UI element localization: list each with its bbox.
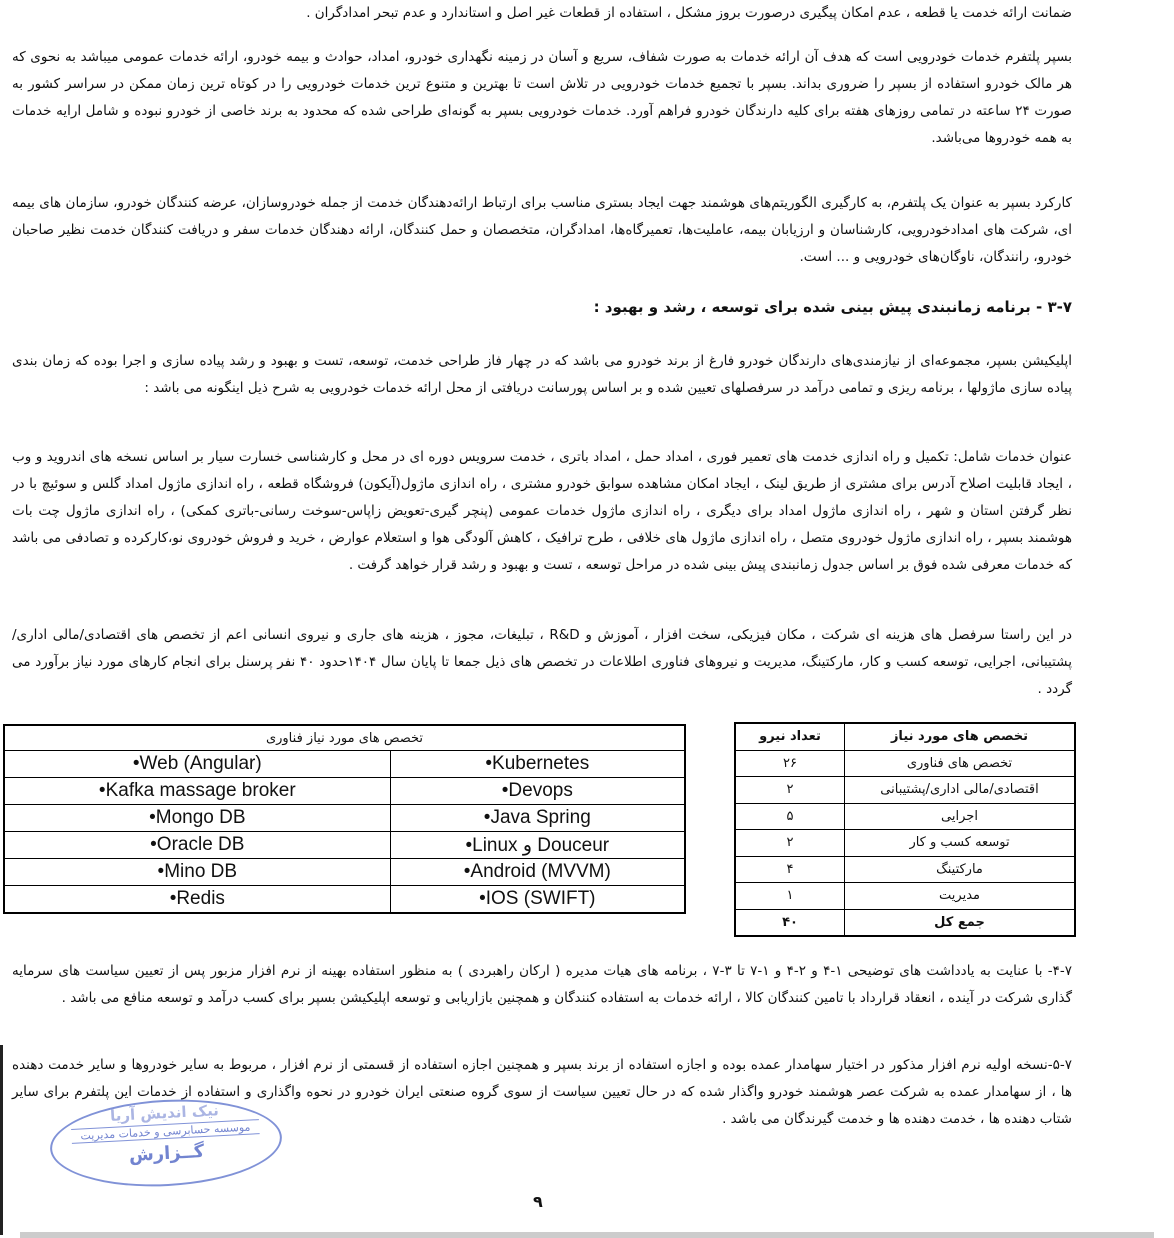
staff-count-table bbox=[734, 722, 1076, 937]
stamp-middle-text: موسسه حسابرسی و خدمات مدیریت bbox=[71, 1119, 260, 1144]
table-row bbox=[4, 886, 685, 914]
table-cell: ۵ bbox=[735, 803, 845, 830]
tech-table-title: تخصص های مورد نیاز فناوری bbox=[4, 725, 685, 751]
table-cell: •Android (MVVM) bbox=[390, 859, 685, 886]
table-row bbox=[4, 778, 685, 805]
table-row bbox=[735, 883, 1075, 910]
table-row bbox=[4, 832, 685, 859]
margin-bar bbox=[0, 1045, 3, 1235]
paragraph-board-programs: ۴-۷- با عنایت به یادداشت های توضیحی ۱-۴ و ۲-۴ و ۱-۷ تا ۳-۷ ، برنامه های هیات مدیره ( ارکان راهبردی ) به منظور استفاده بهینه از نرم افزار مزبور پس از تعیین سیاست های سرمایه گذاری شرکت در آینده ، انعقاد قرارداد با تامین کنندگان کالا ، ارائه خدمات به استفاده کنندگان و همچنین بازاریابی و توسعه اپلیکیشن بسپر برای کسب درآمد و توسعه منافع می باشد . bbox=[12, 963, 1073, 1006]
table-cell: •Oracle DB bbox=[4, 832, 390, 859]
table-cell: •Devops bbox=[390, 778, 685, 805]
paragraph-cost-headings: در این راستا سرفصل های هزینه ای شرکت ، مکان فیزیکی، سخت افزار ، آموزش و R&D ، تبلیغات، مجوز ، هزینه های جاری و نیروی انسانی اعم از تخصص های اقتصادی/مالی اداری/پشتیبانی، اجرایی، توسعه کسب و کار، مارکتینگ، مدیریت و نیروهای فناوری اطلاعات در تخصص های ذیل جمعا تا پایان سال ۱۴۰۴حدود ۴۰ نفر پرسنل برای انجام کارهای مورد نیاز برآورد می گردد . bbox=[12, 627, 1072, 697]
table-cell: •IOS (SWIFT) bbox=[390, 886, 685, 914]
paragraph-app-phases: اپلیکیشن بسپر، مجموعه‌ای از نیازمندی‌های دارندگان خودرو فارغ از برند خودرو می باشد که در چهار فاز طراحی خدمت، توسعه، تست و بهبود و رشد پیاده سازی و اجرا بوده که زمان بندی پیاده سازی ماژولها ، برنامه ریزی و تمامی درآمد در سرفصلهای تعیین شده و بر اساس پورسانت دریافتی از محل ارائه خدمات خودرویی به شرح ذیل اینگونه می باشد : bbox=[12, 353, 1072, 396]
staff-header-count: تعداد نیرو bbox=[735, 723, 845, 750]
table-cell: •Kafka massage broker bbox=[4, 778, 390, 805]
table-row bbox=[735, 777, 1075, 804]
table-row bbox=[4, 751, 685, 778]
table-cell: اجرایی bbox=[845, 803, 1076, 830]
table-cell: •Web (Angular) bbox=[4, 751, 390, 778]
page-number: ۹ bbox=[533, 1192, 543, 1211]
table-row bbox=[4, 859, 685, 886]
table-cell: توسعه کسب و کار bbox=[845, 830, 1076, 857]
table-cell: تخصص های فناوری bbox=[845, 750, 1076, 777]
table-cell: ۲۶ bbox=[735, 750, 845, 777]
table-cell: •Redis bbox=[4, 886, 390, 914]
paragraph-services-list: عنوان خدمات شامل: تکمیل و راه اندازی خدمت های تعمیر فوری ، امداد حمل ، امداد باتری ، خدمت سرویس دوره ای در محل و کارشناسی خسارت سیار بر اساس نسخه های اندروید و وب ، ایجاد قابلیت اصلاح آدرس برای مشتری از طریق لینک ، ایجاد امکان مشاهده سوابق خودرو مشتری ، راه اندازی ماژول(آیکون) فروشگاه قطعه ، راه اندازی ماژول امداد گلس و سوئیچ با در نظر گرفتن استان و شهر ، راه اندازی ماژول امداد برای دیگری ، راه اندازی ماژول خدمات عمومی (پنچر گیری-تعویض زاپاس-سوخت رسانی-باتری کمکی) ، راه اندازی ماژول چت بات هوشمند بسپر ، راه اندازی ماژول خودروی متصل ، راه اندازی ماژول های خلافی ، طرح ترافیک ، کاهش آلودگی هوا و استعلام عوارض ، خرید و فروش خودروی نو،کارکرده و تصادفی می باشد که خدمات معرفی شده فوق بر اساس جدول زمانبندی پیش بینی شده در مراحل توسعه ، تست و بهبود و رشد قرار خواهد گرفت . bbox=[12, 449, 1072, 573]
stamp-bottom-text: گــزارش bbox=[128, 1141, 205, 1166]
table-row bbox=[4, 805, 685, 832]
table-row bbox=[735, 856, 1075, 883]
table-total-row bbox=[735, 909, 1075, 936]
paragraph-software-version: ۵-۷-نسخه اولیه نرم افزار مذکور در اختیار سهامدار عمده بوده و اجازه استفاده از برند بسپر و همچنین اجازه استفاده از قسمتی از نرم افزار ، مربوط به سایر خودروها و سایر خدمت دهنده ها ، از سهامدار عمده به شرکت عصر هوشمند خودرو واگذار شده که در حال تعیین سیاست از سوی گروه صنعتی ایران خودرو در نحوه واگذاری و استفاده از خدمات این پلتفرم برای سایر شتاب دهنده ها ، خدمت دهنده ها و خدمت گیرندگان می باشد . bbox=[12, 1057, 1072, 1127]
table-cell: ۲ bbox=[735, 830, 845, 857]
table-cell: ۲ bbox=[735, 777, 845, 804]
table-row bbox=[735, 750, 1075, 777]
auditor-stamp bbox=[48, 1094, 284, 1192]
table-cell: •Kubernetes bbox=[390, 751, 685, 778]
table-cell: اقتصادی/مالی اداری/پشتیبانی bbox=[845, 777, 1076, 804]
table-row bbox=[735, 830, 1075, 857]
table-cell: ۱ bbox=[735, 883, 845, 910]
footer-strip bbox=[20, 1232, 1154, 1238]
tech-specialties-table bbox=[3, 724, 686, 914]
table-cell: •Mino DB bbox=[4, 859, 390, 886]
total-label: جمع کل bbox=[845, 909, 1076, 936]
paragraph-platform-function: کارکرد بسپر به عنوان یک پلتفرم، به کارگیری الگوریتم‌های هوشمند جهت ایجاد بستری مناسب برای ارتباط ارائه‌دهندگان خدمت از جمله خودروسازان، عرضه کنندگان خودرو، سازمان های بیمه ای، شرکت های امدادخودرویی، کارشناسان و ارزیابان بیمه، عاملیت‌ها، تعمیرگاه‌ها، امدادگران، متخصصان و حمل کنندگان، ارائه دهندگان خدمات سفر و دریافت کنندگان خدمت نظیر صاحبان خودرو، رانندگان، ناوگان‌های خودرویی و ... است. bbox=[12, 195, 1072, 265]
total-value: ۴۰ bbox=[735, 909, 845, 936]
table-cell: مدیریت bbox=[845, 883, 1076, 910]
table-cell: ۴ bbox=[735, 856, 845, 883]
table-cell: •Mongo DB bbox=[4, 805, 390, 832]
section-heading: ۳-۷ - برنامه زمانبندی پیش بینی شده برای توسعه ، رشد و بهبود : bbox=[593, 298, 1072, 316]
staff-header-specialty: تخصص های مورد نیاز bbox=[845, 723, 1076, 750]
table-cell: •Java Spring bbox=[390, 805, 685, 832]
table-cell: مارکتینگ bbox=[845, 856, 1076, 883]
paragraph-intro-end: ضمانت ارائه خدمت یا قطعه ، عدم امکان پیگیری درصورت بروز مشکل ، استفاده از قطعات غیر اصل و استاندارد و عدم تبحر امدادگران . bbox=[306, 5, 1072, 21]
table-row bbox=[735, 803, 1075, 830]
stamp-top-text: نیک اندیش آریا bbox=[109, 1101, 220, 1125]
paragraph-platform-description: بسپر پلتفرم خدمات خودرویی است که هدف آن ارائه خدمات به صورت شفاف، سریع و آسان در زمینه نگهداری خودرو، امداد، حوادث و بیمه خودرو، ارائه خدمات عمومی میباشد به نحوی که هر مالک خودرو استفاده از بسپر را ضروری بداند. بسپر با تجمیع خدمات خودرویی در تلاش است تا بهترین و متنوع ترین خدمات خودرویی را در کوتاه ترین زمان ممکن در سراسر کشور به صورت ۲۴ ساعته در تمامی روزهای هفته برای کلیه دارندگان خودرو فراهم آورد. خدمات خودرویی بسپر به گونه‌ای طراحی شده که محدود به برند خاصی از خودرو نبوده و شامل ارایه خدمات به همه خودروها می‌باشد. bbox=[12, 49, 1072, 146]
table-cell: •Linux و Douceur bbox=[390, 832, 685, 859]
